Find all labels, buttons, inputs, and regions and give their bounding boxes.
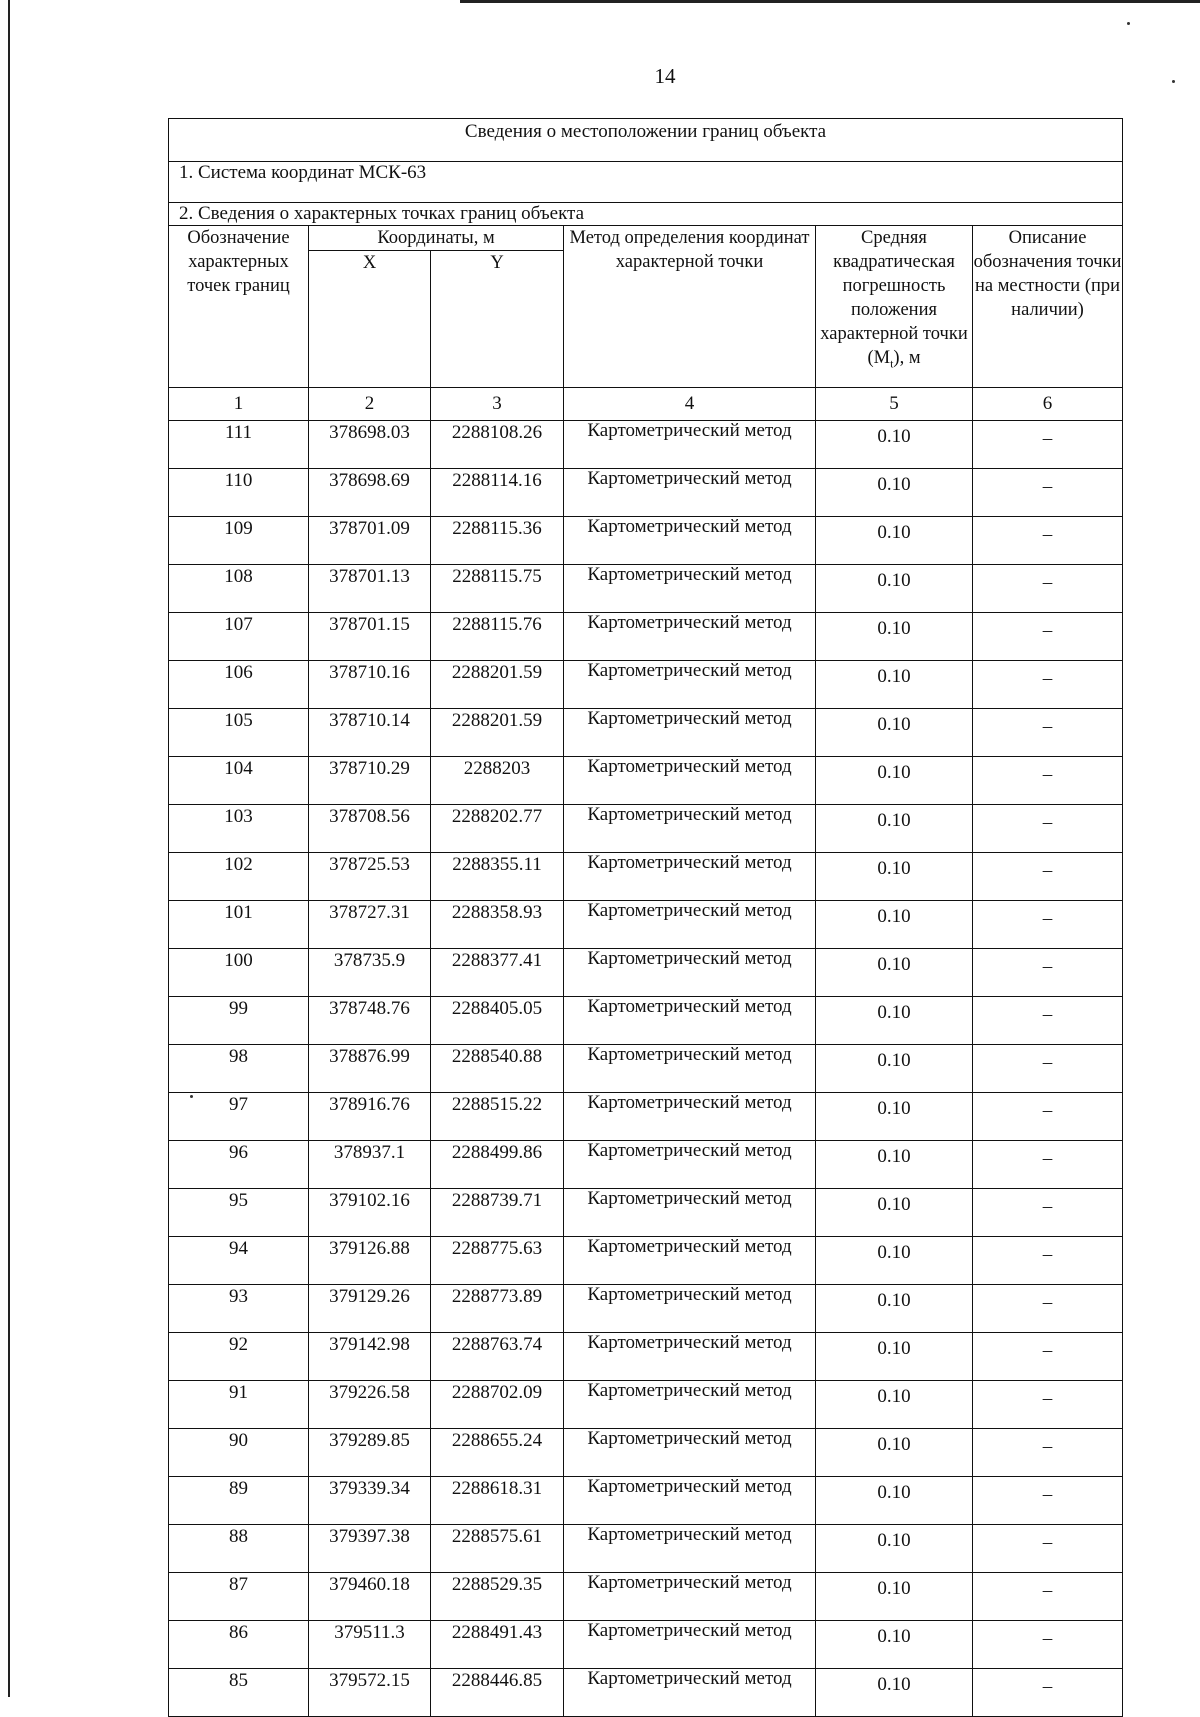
error-cell: 0.10 xyxy=(816,1093,973,1141)
table-row xyxy=(169,469,1123,517)
error-cell: 0.10 xyxy=(816,1381,973,1429)
x-coordinate-cell: 379126.88 xyxy=(309,1237,431,1285)
description-cell: – xyxy=(973,1429,1123,1477)
y-coordinate-cell: 2288355.11 xyxy=(431,853,564,901)
point-id-cell: 85 xyxy=(169,1669,309,1717)
header-description: Описание обозначения точки на местности (при наличии) xyxy=(973,226,1123,388)
x-coordinate-cell: 379129.26 xyxy=(309,1285,431,1333)
table-row xyxy=(169,1045,1123,1093)
scan-speck xyxy=(1127,22,1130,25)
y-coordinate-cell: 2288202.77 xyxy=(431,805,564,853)
scan-edge-left xyxy=(8,0,10,1697)
error-cell: 0.10 xyxy=(816,1333,973,1381)
table-row xyxy=(169,949,1123,997)
table-row xyxy=(169,1525,1123,1573)
method-cell: Картометрический метод xyxy=(564,469,816,517)
y-coordinate-cell: 2288201.59 xyxy=(431,709,564,757)
table-title: Сведения о местоположении границ объекта xyxy=(169,119,1123,162)
x-coordinate-cell: 378735.9 xyxy=(309,949,431,997)
error-cell: 0.10 xyxy=(816,949,973,997)
column-number: 4 xyxy=(564,388,816,421)
x-coordinate-cell: 378937.1 xyxy=(309,1141,431,1189)
point-id-cell: 92 xyxy=(169,1333,309,1381)
point-id-cell: 105 xyxy=(169,709,309,757)
error-cell: 0.10 xyxy=(816,997,973,1045)
point-id-cell: 102 xyxy=(169,853,309,901)
description-cell: – xyxy=(973,997,1123,1045)
description-cell: – xyxy=(973,421,1123,469)
method-cell: Картометрический метод xyxy=(564,1477,816,1525)
column-number: 1 xyxy=(169,388,309,421)
y-coordinate-cell: 2288529.35 xyxy=(431,1573,564,1621)
error-cell: 0.10 xyxy=(816,1237,973,1285)
point-id-cell: 110 xyxy=(169,469,309,517)
method-cell: Картометрический метод xyxy=(564,1525,816,1573)
description-cell: – xyxy=(973,565,1123,613)
error-cell: 0.10 xyxy=(816,421,973,469)
scan-edge-top xyxy=(460,0,1200,3)
x-coordinate-cell: 378725.53 xyxy=(309,853,431,901)
error-cell: 0.10 xyxy=(816,1429,973,1477)
method-cell: Картометрический метод xyxy=(564,1429,816,1477)
description-cell: – xyxy=(973,1573,1123,1621)
table-row xyxy=(169,997,1123,1045)
description-cell: – xyxy=(973,901,1123,949)
table-row xyxy=(169,1141,1123,1189)
method-cell: Картометрический метод xyxy=(564,613,816,661)
point-id-cell: 89 xyxy=(169,1477,309,1525)
y-coordinate-cell: 2288358.93 xyxy=(431,901,564,949)
method-cell: Картометрический метод xyxy=(564,709,816,757)
header-error-tail: ), м xyxy=(893,348,921,368)
description-cell: – xyxy=(973,517,1123,565)
x-coordinate-cell: 378698.03 xyxy=(309,421,431,469)
description-cell: – xyxy=(973,805,1123,853)
y-coordinate-cell: 2288108.26 xyxy=(431,421,564,469)
description-cell: – xyxy=(973,757,1123,805)
y-coordinate-cell: 2288763.74 xyxy=(431,1333,564,1381)
table-row xyxy=(169,1189,1123,1237)
y-coordinate-cell: 2288405.05 xyxy=(431,997,564,1045)
table-row xyxy=(169,565,1123,613)
column-number: 5 xyxy=(816,388,973,421)
y-coordinate-cell: 2288115.76 xyxy=(431,613,564,661)
method-cell: Картометрический метод xyxy=(564,1669,816,1717)
error-cell: 0.10 xyxy=(816,565,973,613)
x-coordinate-cell: 378748.76 xyxy=(309,997,431,1045)
y-coordinate-cell: 2288491.43 xyxy=(431,1621,564,1669)
point-id-cell: 104 xyxy=(169,757,309,805)
x-coordinate-cell: 379102.16 xyxy=(309,1189,431,1237)
x-coordinate-cell: 378710.16 xyxy=(309,661,431,709)
y-coordinate-cell: 2288115.36 xyxy=(431,517,564,565)
table-row xyxy=(169,1477,1123,1525)
description-cell: – xyxy=(973,661,1123,709)
table-row xyxy=(169,1093,1123,1141)
y-coordinate-cell: 2288203 xyxy=(431,757,564,805)
y-coordinate-cell: 2288702.09 xyxy=(431,1381,564,1429)
table-row xyxy=(169,1573,1123,1621)
error-cell: 0.10 xyxy=(816,661,973,709)
x-coordinate-cell: 379460.18 xyxy=(309,1573,431,1621)
error-cell: 0.10 xyxy=(816,805,973,853)
point-id-cell: 86 xyxy=(169,1621,309,1669)
y-coordinate-cell: 2288773.89 xyxy=(431,1285,564,1333)
header-method: Метод определения координат характерной точки xyxy=(564,226,816,388)
point-id-cell: 99 xyxy=(169,997,309,1045)
error-cell: 0.10 xyxy=(816,469,973,517)
description-cell: – xyxy=(973,1237,1123,1285)
method-cell: Картометрический метод xyxy=(564,1381,816,1429)
y-coordinate-cell: 2288446.85 xyxy=(431,1669,564,1717)
x-coordinate-cell: 379289.85 xyxy=(309,1429,431,1477)
y-coordinate-cell: 2288655.24 xyxy=(431,1429,564,1477)
method-cell: Картометрический метод xyxy=(564,421,816,469)
column-number: 3 xyxy=(431,388,564,421)
y-coordinate-cell: 2288377.41 xyxy=(431,949,564,997)
points-heading: 2. Сведения о характерных точках границ объекта xyxy=(169,203,1123,226)
y-coordinate-cell: 2288115.75 xyxy=(431,565,564,613)
error-cell: 0.10 xyxy=(816,709,973,757)
boundary-points-table xyxy=(168,118,1123,1717)
x-coordinate-cell: 378708.56 xyxy=(309,805,431,853)
table-row xyxy=(169,709,1123,757)
description-cell: – xyxy=(973,1141,1123,1189)
x-coordinate-cell: 378698.69 xyxy=(309,469,431,517)
x-coordinate-cell: 379397.38 xyxy=(309,1525,431,1573)
point-id-cell: 96 xyxy=(169,1141,309,1189)
error-cell: 0.10 xyxy=(816,1573,973,1621)
error-cell: 0.10 xyxy=(816,1141,973,1189)
header-x: X xyxy=(309,251,431,388)
method-cell: Картометрический метод xyxy=(564,949,816,997)
header-error-subscript: t xyxy=(890,356,894,371)
error-cell: 0.10 xyxy=(816,1189,973,1237)
method-cell: Картометрический метод xyxy=(564,805,816,853)
table-row xyxy=(169,1381,1123,1429)
description-cell: – xyxy=(973,469,1123,517)
page-number: 14 xyxy=(654,64,676,88)
x-coordinate-cell: 379511.3 xyxy=(309,1621,431,1669)
method-cell: Картометрический метод xyxy=(564,1093,816,1141)
method-cell: Картометрический метод xyxy=(564,1621,816,1669)
x-coordinate-cell: 379226.58 xyxy=(309,1381,431,1429)
method-cell: Картометрический метод xyxy=(564,1045,816,1093)
x-coordinate-cell: 378710.14 xyxy=(309,709,431,757)
method-cell: Картометрический метод xyxy=(564,1285,816,1333)
x-coordinate-cell: 379142.98 xyxy=(309,1333,431,1381)
table-row xyxy=(169,517,1123,565)
description-cell: – xyxy=(973,1669,1123,1717)
point-id-cell: 98 xyxy=(169,1045,309,1093)
method-cell: Картометрический метод xyxy=(564,853,816,901)
table-row xyxy=(169,805,1123,853)
point-id-cell: 88 xyxy=(169,1525,309,1573)
header-error-text: Средняя квадратическая погрешность положения характерной точки (M xyxy=(820,228,968,368)
table-row xyxy=(169,1669,1123,1717)
table-row xyxy=(169,1237,1123,1285)
table-row xyxy=(169,757,1123,805)
y-coordinate-cell: 2288114.16 xyxy=(431,469,564,517)
description-cell: – xyxy=(973,1381,1123,1429)
method-cell: Картометрический метод xyxy=(564,757,816,805)
point-id-cell: 95 xyxy=(169,1189,309,1237)
column-number: 2 xyxy=(309,388,431,421)
x-coordinate-cell: 378727.31 xyxy=(309,901,431,949)
table-row xyxy=(169,853,1123,901)
point-id-cell: 87 xyxy=(169,1573,309,1621)
method-cell: Картометрический метод xyxy=(564,661,816,709)
description-cell: – xyxy=(973,1285,1123,1333)
x-coordinate-cell: 378701.09 xyxy=(309,517,431,565)
header-error xyxy=(816,226,973,388)
column-number-row xyxy=(169,388,1123,421)
x-coordinate-cell: 378710.29 xyxy=(309,757,431,805)
point-id-cell: 107 xyxy=(169,613,309,661)
table-row xyxy=(169,661,1123,709)
method-cell: Картометрический метод xyxy=(564,565,816,613)
table-row xyxy=(169,1621,1123,1669)
method-cell: Картометрический метод xyxy=(564,901,816,949)
x-coordinate-cell: 378876.99 xyxy=(309,1045,431,1093)
error-cell: 0.10 xyxy=(816,757,973,805)
error-cell: 0.10 xyxy=(816,853,973,901)
header-designation: Обозначение характерных точек границ xyxy=(169,226,309,388)
error-cell: 0.10 xyxy=(816,613,973,661)
point-id-cell: 100 xyxy=(169,949,309,997)
y-coordinate-cell: 2288775.63 xyxy=(431,1237,564,1285)
point-id-cell: 108 xyxy=(169,565,309,613)
error-cell: 0.10 xyxy=(816,1477,973,1525)
point-id-cell: 93 xyxy=(169,1285,309,1333)
description-cell: – xyxy=(973,949,1123,997)
error-cell: 0.10 xyxy=(816,1525,973,1573)
method-cell: Картометрический метод xyxy=(564,1573,816,1621)
x-coordinate-cell: 378916.76 xyxy=(309,1093,431,1141)
error-cell: 0.10 xyxy=(816,1621,973,1669)
header-coordinates: Координаты, м xyxy=(309,226,564,251)
point-id-cell: 103 xyxy=(169,805,309,853)
description-cell: – xyxy=(973,1093,1123,1141)
method-cell: Картометрический метод xyxy=(564,997,816,1045)
y-coordinate-cell: 2288201.59 xyxy=(431,661,564,709)
y-coordinate-cell: 2288540.88 xyxy=(431,1045,564,1093)
description-cell: – xyxy=(973,1189,1123,1237)
column-number: 6 xyxy=(973,388,1123,421)
coordinate-system: 1. Система координат МСК-63 xyxy=(169,162,1123,203)
header-y: Y xyxy=(431,251,564,388)
description-cell: – xyxy=(973,1045,1123,1093)
description-cell: – xyxy=(973,709,1123,757)
description-cell: – xyxy=(973,853,1123,901)
y-coordinate-cell: 2288499.86 xyxy=(431,1141,564,1189)
table-row xyxy=(169,613,1123,661)
point-id-cell: 90 xyxy=(169,1429,309,1477)
y-coordinate-cell: 2288739.71 xyxy=(431,1189,564,1237)
error-cell: 0.10 xyxy=(816,517,973,565)
error-cell: 0.10 xyxy=(816,1669,973,1717)
point-id-cell: 111 xyxy=(169,421,309,469)
error-cell: 0.10 xyxy=(816,901,973,949)
y-coordinate-cell: 2288618.31 xyxy=(431,1477,564,1525)
point-id-cell: 101 xyxy=(169,901,309,949)
point-id-cell: 106 xyxy=(169,661,309,709)
table-row xyxy=(169,1429,1123,1477)
table-row xyxy=(169,1285,1123,1333)
point-id-cell: 94 xyxy=(169,1237,309,1285)
description-cell: – xyxy=(973,1525,1123,1573)
x-coordinate-cell: 379339.34 xyxy=(309,1477,431,1525)
method-cell: Картометрический метод xyxy=(564,517,816,565)
description-cell: – xyxy=(973,1333,1123,1381)
description-cell: – xyxy=(973,1621,1123,1669)
method-cell: Картометрический метод xyxy=(564,1333,816,1381)
x-coordinate-cell: 379572.15 xyxy=(309,1669,431,1717)
error-cell: 0.10 xyxy=(816,1285,973,1333)
method-cell: Картометрический метод xyxy=(564,1237,816,1285)
table-row xyxy=(169,1333,1123,1381)
table-row xyxy=(169,901,1123,949)
point-id-cell: 97 xyxy=(169,1093,309,1141)
point-id-cell: 109 xyxy=(169,517,309,565)
description-cell: – xyxy=(973,613,1123,661)
method-cell: Картометрический метод xyxy=(564,1141,816,1189)
y-coordinate-cell: 2288515.22 xyxy=(431,1093,564,1141)
error-cell: 0.10 xyxy=(816,1045,973,1093)
x-coordinate-cell: 378701.15 xyxy=(309,613,431,661)
point-id-cell: 91 xyxy=(169,1381,309,1429)
y-coordinate-cell: 2288575.61 xyxy=(431,1525,564,1573)
description-cell: – xyxy=(973,1477,1123,1525)
method-cell: Картометрический метод xyxy=(564,1189,816,1237)
table-row xyxy=(169,421,1123,469)
x-coordinate-cell: 378701.13 xyxy=(309,565,431,613)
